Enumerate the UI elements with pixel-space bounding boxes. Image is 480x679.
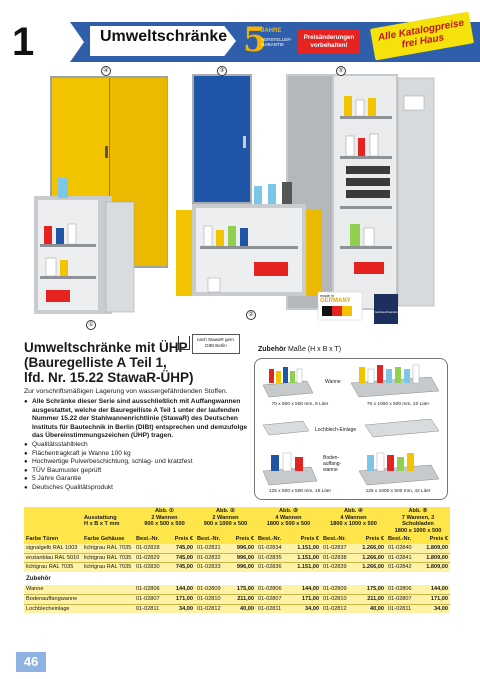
manual-image bbox=[374, 294, 402, 324]
order-number: 01-02807 bbox=[256, 594, 289, 604]
order-number: 01-02833 bbox=[195, 563, 226, 572]
header-empty bbox=[24, 507, 82, 535]
cabinet-illustration bbox=[24, 66, 456, 338]
order-number: 01-02837 bbox=[321, 544, 354, 553]
manual-title: Gebrauchsanleitung bbox=[375, 310, 402, 314]
price: 40,00 bbox=[226, 604, 256, 613]
price: 745,00 bbox=[165, 563, 195, 572]
badge-number: 5 bbox=[243, 20, 267, 60]
price: 745,00 bbox=[165, 553, 195, 563]
floor-tray-small bbox=[263, 453, 317, 485]
price: 1.809,00 bbox=[418, 563, 450, 572]
floor-tray-large bbox=[359, 453, 439, 485]
model-1-desc: 2 Wannen bbox=[151, 514, 178, 521]
badge-sub: HERSTELLER-GARANTIE bbox=[261, 37, 293, 47]
accessory-name: Wanne bbox=[24, 585, 134, 594]
order-number: 01-02835 bbox=[256, 553, 289, 563]
header-bestnr: Best.-Nr. bbox=[256, 535, 289, 544]
label-wanne: Wanne bbox=[325, 379, 341, 385]
table-row bbox=[24, 544, 450, 553]
caption-3: 125 x 500 x 500 mm, 19 Liter bbox=[268, 489, 332, 494]
tray-small bbox=[263, 367, 313, 397]
model-4-abb: Abb. ④ bbox=[344, 508, 363, 514]
feature-item: ● Flächentragkraft je Wanne 100 kg bbox=[24, 450, 260, 459]
uehp-symbol bbox=[178, 336, 190, 350]
body-color: lichtgrau RAL 7035 bbox=[82, 544, 134, 553]
badge-word: JAHRE bbox=[261, 28, 282, 34]
price: 34,00 bbox=[289, 604, 321, 613]
accessories-dims-note: Maße (H x B x T) bbox=[287, 346, 342, 353]
order-number: 01-02809 bbox=[195, 585, 226, 594]
price: 171,00 bbox=[165, 594, 195, 604]
header-bestnr: Best.-Nr. bbox=[386, 535, 418, 544]
perforated-insert-large bbox=[365, 419, 439, 437]
header-preis: Preis € bbox=[418, 535, 450, 544]
price: 144,00 bbox=[418, 585, 450, 594]
order-number: 01-02839 bbox=[321, 563, 354, 572]
price: 144,00 bbox=[165, 585, 195, 594]
feature-item: ● 5 Jahre Garantie bbox=[24, 475, 260, 484]
model-5-abb: Abb. ⑤ bbox=[408, 508, 428, 514]
header-bestnr: Best.-Nr. bbox=[321, 535, 354, 544]
header-spec bbox=[82, 507, 134, 535]
price: 996,00 bbox=[226, 563, 256, 572]
model-2-head bbox=[195, 507, 256, 535]
order-number: 01-02810 bbox=[321, 594, 354, 604]
label-lochblech: Lochblech-Einlage bbox=[315, 427, 357, 433]
order-number: 01-02806 bbox=[386, 585, 418, 594]
order-number: 01-02809 bbox=[321, 585, 354, 594]
callout-3: ③ bbox=[217, 66, 227, 76]
price: 34,00 bbox=[418, 604, 450, 613]
header-preis: Preis € bbox=[226, 535, 256, 544]
order-number: 01-02811 bbox=[256, 604, 289, 613]
header-preis: Preis € bbox=[165, 535, 195, 544]
price: 996,00 bbox=[226, 553, 256, 563]
page-title: Umweltschränke bbox=[100, 28, 228, 45]
order-number: 01-02812 bbox=[195, 604, 226, 613]
model-3-head bbox=[256, 507, 321, 535]
price: 175,00 bbox=[226, 585, 256, 594]
feature-item: ● Alle Schränke dieser Serie sind ausschließlich mit Auffangwannen ausgestattet, welche der Bauregelliste A Teil 1 unter der laufenden Nummer 15.22 der Stahlwannenrichtlinie (StawaR) des Deutschen Instituts für Bautechnik in Berlin (DIBt) entsprechen und demzufolge das Übereinstimmungszeichen (ÜHP) tragen. bbox=[24, 398, 260, 441]
order-number: 01-02830 bbox=[134, 563, 165, 572]
made-in-label: made in bbox=[320, 293, 335, 298]
order-number: 01-02806 bbox=[256, 585, 289, 594]
accessories-heading bbox=[258, 346, 341, 353]
order-number: 01-02840 bbox=[386, 544, 418, 553]
price: 1.266,00 bbox=[354, 563, 386, 572]
price: 1.151,00 bbox=[289, 544, 321, 553]
callout-4: ④ bbox=[101, 66, 111, 76]
caption-2: 70 x 1000 x 500 mm, 20 Liter bbox=[366, 402, 430, 407]
order-number: 01-02836 bbox=[256, 563, 289, 572]
callout-5: ⑤ bbox=[336, 66, 346, 76]
order-number: 01-02842 bbox=[386, 563, 418, 572]
order-number: 01-02811 bbox=[134, 604, 165, 613]
guarantee-badge bbox=[241, 20, 293, 60]
product-title-line2: (Bauregelliste A Teil 1, bbox=[24, 355, 167, 370]
price: 211,00 bbox=[354, 594, 386, 604]
model-5-dims: 1800 x 1000 x 500 bbox=[394, 527, 442, 534]
header-preis: Preis € bbox=[289, 535, 321, 544]
callout-2: ② bbox=[246, 310, 256, 320]
product-intro: Zur vorschriftsmäßigen Lagerung von wassergefährdenden Stoffen. bbox=[24, 388, 228, 395]
price: 1.266,00 bbox=[354, 553, 386, 563]
door-color: lichtgrau RAL 7035 bbox=[24, 563, 82, 572]
made-in-brand: GERMANY bbox=[320, 298, 351, 304]
accessories-title: Zubehör bbox=[258, 346, 286, 353]
price: 745,00 bbox=[165, 544, 195, 553]
feature-item: ● Hochwertige Pulverbeschichtung, schlag- und kratzfest bbox=[24, 458, 260, 467]
order-number: 01-02834 bbox=[256, 544, 289, 553]
model-4-head bbox=[321, 507, 386, 535]
table-row bbox=[24, 604, 450, 613]
price: 211,00 bbox=[226, 594, 256, 604]
order-number: 01-02828 bbox=[134, 544, 165, 553]
model-1-abb: Abb. ① bbox=[155, 508, 174, 514]
chapter-number: 1 bbox=[12, 20, 35, 64]
product-title-line1: Umweltschränke mit ÜHP bbox=[24, 340, 188, 355]
table-subheader-row bbox=[24, 535, 450, 544]
accessory-name: Lochblecheinlage bbox=[24, 604, 134, 613]
catalog-notice: Alle Katalogpreise frei Haus bbox=[370, 12, 474, 61]
model-2-abb: Abb. ② bbox=[216, 508, 235, 514]
order-number: 01-02812 bbox=[321, 604, 354, 613]
header-bestnr: Best.-Nr. bbox=[195, 535, 226, 544]
price: 1.809,00 bbox=[418, 553, 450, 563]
header-farbe-tueren: Farbe Türen bbox=[24, 535, 82, 544]
chapter-number-box bbox=[0, 22, 70, 62]
product-title-line3: lfd. Nr. 15.22 StawaR-ÜHP) bbox=[24, 370, 194, 385]
price: 171,00 bbox=[289, 594, 321, 604]
accessory-section-row bbox=[24, 572, 450, 586]
model-5-desc: 7 Wannen, 3 Schubladen bbox=[401, 514, 435, 528]
header-hbt: H x B x T mm bbox=[84, 521, 120, 528]
header-bestnr: Best.-Nr. bbox=[134, 535, 165, 544]
accessories-box bbox=[254, 358, 448, 500]
door-color: enzianblau RAL 5010 bbox=[24, 553, 82, 563]
price: 34,00 bbox=[165, 604, 195, 613]
feature-item: ● Deutsches Qualitätsprodukt bbox=[24, 484, 260, 493]
feature-list bbox=[24, 398, 260, 493]
header-farbe-gehaeuse: Farbe Gehäuse bbox=[82, 535, 134, 544]
tray-large bbox=[351, 365, 439, 397]
header-ausstattung: Ausstattung bbox=[84, 514, 117, 521]
price: 1.266,00 bbox=[354, 544, 386, 553]
caption-1: 70 x 500 x 500 mm, 9 Liter bbox=[271, 402, 329, 407]
body-color: lichtgrau RAL 7035 bbox=[82, 553, 134, 563]
price-table bbox=[24, 507, 450, 613]
header-preis: Preis € bbox=[354, 535, 386, 544]
feature-item: ● TÜV Baumuster geprüft bbox=[24, 467, 260, 476]
accessory-section-title: Zubehör bbox=[24, 572, 450, 586]
price-notice: Preisänderungen vorbehalten! bbox=[298, 30, 360, 54]
order-number: 01-02841 bbox=[386, 553, 418, 563]
model-2-dims: 900 x 1000 x 500 bbox=[203, 521, 248, 528]
price: 1.151,00 bbox=[289, 563, 321, 572]
feature-item: ● Qualitätsstahlblech bbox=[24, 441, 260, 450]
order-number: 01-02838 bbox=[321, 553, 354, 563]
perforated-insert-small bbox=[263, 421, 309, 435]
body-color: lichtgrau RAL 7035 bbox=[82, 563, 134, 572]
order-number: 01-02807 bbox=[386, 594, 418, 604]
caption-4: 125 x 1000 x 500 mm, 43 Liter bbox=[365, 489, 431, 494]
product-photo bbox=[24, 66, 456, 338]
price: 1.809,00 bbox=[418, 544, 450, 553]
price: 175,00 bbox=[354, 585, 386, 594]
price: 40,00 bbox=[354, 604, 386, 613]
table-header-row bbox=[24, 507, 450, 535]
door-color: signalgelb RAL 1003 bbox=[24, 544, 82, 553]
model-1-dims: 900 x 500 x 500 bbox=[144, 521, 185, 528]
order-number: 01-02806 bbox=[134, 585, 165, 594]
chapter-arrow bbox=[70, 22, 84, 62]
order-number: 01-02807 bbox=[134, 594, 165, 604]
accessory-name: Bodenauffangwanne bbox=[24, 594, 134, 604]
model-2-desc: 2 Wannen bbox=[212, 514, 239, 521]
model-3-abb: Abb. ③ bbox=[279, 508, 298, 514]
callout-1: ① bbox=[86, 320, 96, 330]
price: 996,00 bbox=[226, 544, 256, 553]
model-3-desc: 4 Wannen bbox=[275, 514, 302, 521]
table-row bbox=[24, 563, 450, 572]
approval-box: nach StawaR gem. DIBt Berlin bbox=[192, 334, 240, 354]
table-row bbox=[24, 585, 450, 594]
order-number: 01-02829 bbox=[134, 553, 165, 563]
price: 1.151,00 bbox=[289, 553, 321, 563]
order-number: 01-02832 bbox=[195, 553, 226, 563]
table-row bbox=[24, 553, 450, 563]
model-1-head bbox=[134, 507, 195, 535]
cabinet-3 bbox=[192, 74, 252, 204]
model-3-dims: 1800 x 500 x 500 bbox=[266, 521, 311, 528]
label-boden: Boden-auffang-wanne bbox=[323, 455, 342, 473]
price: 171,00 bbox=[418, 594, 450, 604]
price: 144,00 bbox=[289, 585, 321, 594]
order-number: 01-02810 bbox=[195, 594, 226, 604]
model-5-head bbox=[386, 507, 450, 535]
model-4-dims: 1800 x 1000 x 500 bbox=[330, 521, 377, 528]
order-number: 01-02831 bbox=[195, 544, 226, 553]
order-number: 01-02811 bbox=[386, 604, 418, 613]
page-header bbox=[0, 0, 480, 66]
table-row bbox=[24, 594, 450, 604]
page-number: 46 bbox=[16, 652, 46, 672]
model-4-desc: 4 Wannen bbox=[340, 514, 367, 521]
